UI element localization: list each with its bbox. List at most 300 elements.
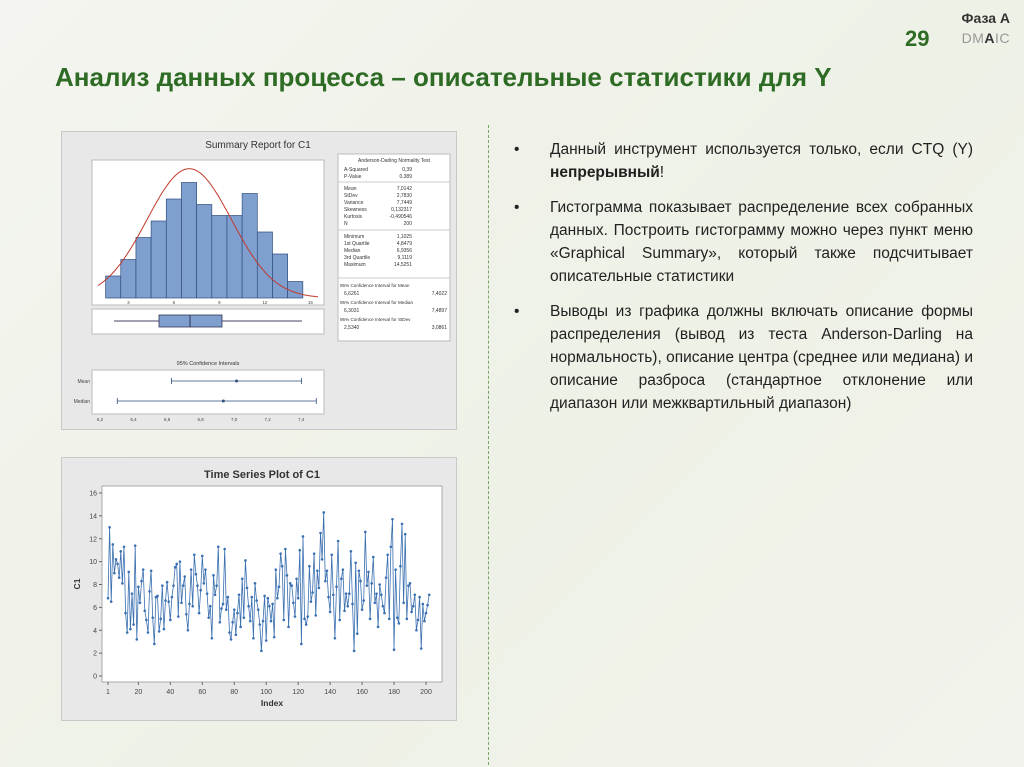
ts-point xyxy=(134,544,137,547)
column-divider xyxy=(488,125,489,765)
ts-point xyxy=(265,639,268,642)
ts-y-tick-label: 6 xyxy=(93,604,97,612)
ts-point xyxy=(129,628,132,631)
ts-point xyxy=(385,576,388,579)
ts-point xyxy=(326,569,329,572)
ci-label-median: Median xyxy=(73,399,90,405)
ci-center-point xyxy=(222,400,225,403)
ts-point xyxy=(420,647,423,650)
ts-point xyxy=(201,555,204,558)
ts-point xyxy=(358,569,361,572)
stat-value: 9,1119 xyxy=(397,255,412,261)
ts-point xyxy=(211,637,214,640)
bullet-marker: • xyxy=(514,141,520,158)
ts-point xyxy=(115,558,118,561)
ts-point xyxy=(388,618,391,621)
ts-point xyxy=(367,571,370,574)
time-series-svg xyxy=(62,458,456,720)
stats-title: Anderson-Darling Normality Test xyxy=(358,158,430,164)
ts-point xyxy=(241,577,244,580)
phase-code-highlight: A xyxy=(984,30,995,46)
ts-point xyxy=(318,587,321,590)
ci-tick-label: 7,0 xyxy=(231,417,238,422)
ts-point xyxy=(233,608,236,611)
stat-label: A-Squared xyxy=(344,167,368,173)
ts-point xyxy=(131,592,134,595)
ts-x-tick-label: 180 xyxy=(388,689,400,696)
ts-point xyxy=(238,593,241,596)
ts-point xyxy=(417,619,420,622)
ts-point xyxy=(338,619,341,622)
ts-point xyxy=(305,623,308,626)
ts-point xyxy=(175,563,178,566)
ts-point xyxy=(180,602,183,605)
ts-point xyxy=(185,613,188,616)
ts-point xyxy=(143,610,146,613)
ts-point xyxy=(166,581,169,584)
ts-point xyxy=(247,605,250,608)
ts-point xyxy=(135,638,138,641)
ts-plot-area xyxy=(102,486,442,682)
ts-x-tick-label: 200 xyxy=(420,689,432,696)
histogram-tick-label: 6 xyxy=(172,300,176,305)
stat-label: Minimum xyxy=(344,234,365,240)
ts-point xyxy=(124,612,127,615)
ci-tick-label: 7,4 xyxy=(298,417,305,422)
ts-x-tick-label: 1 xyxy=(106,689,110,696)
bullet-text-bold: непрерывный xyxy=(550,164,660,181)
stat-value: 14,5251 xyxy=(393,262,412,268)
ts-point xyxy=(377,626,380,629)
ts-y-tick-label: 2 xyxy=(93,650,97,658)
phase-code xyxy=(962,28,1010,48)
ts-point xyxy=(308,565,311,568)
ts-point xyxy=(227,596,230,599)
ts-point xyxy=(142,568,145,571)
ts-point xyxy=(199,589,202,592)
ts-point xyxy=(278,585,281,588)
ts-y-tick-label: 8 xyxy=(93,582,97,589)
ts-point xyxy=(340,577,343,580)
ts-point xyxy=(356,632,359,635)
ts-point xyxy=(335,585,338,588)
ts-point xyxy=(263,595,266,598)
ts-point xyxy=(225,608,228,611)
ts-y-tick-label: 14 xyxy=(89,513,97,521)
ts-point xyxy=(282,619,285,622)
ts-point xyxy=(148,590,151,593)
ts-point xyxy=(321,558,324,561)
ci-median-low: 6,3031 xyxy=(344,308,360,314)
ts-point xyxy=(294,615,297,618)
ci-stdev-high: 3,0861 xyxy=(431,325,447,331)
ts-point xyxy=(260,650,263,653)
ts-x-tick-label: 160 xyxy=(356,689,368,696)
ts-x-tick-label: 120 xyxy=(292,689,305,696)
ts-point xyxy=(121,582,124,585)
ts-point xyxy=(126,631,129,634)
ts-point xyxy=(252,637,255,640)
ts-point xyxy=(140,580,143,583)
ts-point xyxy=(137,585,140,588)
ci-median-high: 7,4897 xyxy=(431,308,447,314)
time-series-figure xyxy=(61,457,457,721)
histogram-bar xyxy=(197,205,212,299)
ts-point xyxy=(289,582,292,585)
ts-point xyxy=(346,605,349,608)
histogram-tick-label: 9 xyxy=(218,300,221,305)
ts-point xyxy=(212,574,215,577)
stat-value: -0,490546 xyxy=(389,214,412,220)
ts-point xyxy=(116,563,119,566)
ts-point xyxy=(231,621,234,624)
bullet-item xyxy=(508,300,973,415)
ts-point xyxy=(174,566,177,569)
ts-point xyxy=(182,584,185,587)
ts-point xyxy=(188,603,191,606)
ci-center-point xyxy=(235,380,238,383)
stat-value: 1,1025 xyxy=(396,234,412,240)
ts-point xyxy=(350,550,353,553)
histogram-bar xyxy=(227,216,242,299)
ts-point xyxy=(286,574,289,577)
ts-x-tick-label: 140 xyxy=(324,689,336,696)
ts-point xyxy=(298,549,301,552)
phase-badge xyxy=(962,8,1010,48)
ts-point xyxy=(362,599,365,602)
ts-point xyxy=(193,553,196,556)
histogram-tick-label: 3 xyxy=(127,300,130,305)
ts-point xyxy=(119,550,122,553)
ts-point xyxy=(268,605,271,608)
ts-point xyxy=(297,597,300,600)
ts-point xyxy=(292,602,295,605)
ts-point xyxy=(255,599,258,602)
bullet-list xyxy=(508,138,973,427)
ts-y-tick-label: 0 xyxy=(93,673,97,681)
ts-point xyxy=(222,603,225,606)
ts-point xyxy=(259,623,262,626)
ts-point xyxy=(220,607,223,610)
ts-point xyxy=(249,620,252,623)
ts-point xyxy=(108,526,111,529)
ts-point xyxy=(132,623,135,626)
ts-x-tick-label: 60 xyxy=(198,689,207,696)
stat-value: 200 xyxy=(403,221,412,227)
stat-label: 3rd Quartile xyxy=(344,255,371,261)
histogram-bar xyxy=(242,194,257,299)
ts-point xyxy=(295,577,298,580)
ts-point xyxy=(303,618,306,621)
stat-label: N xyxy=(344,221,348,227)
ts-point xyxy=(183,575,186,578)
ts-point xyxy=(369,618,372,621)
ts-y-tick-label: 16 xyxy=(89,490,97,498)
stat-value: 0,389 xyxy=(399,174,412,180)
ts-point xyxy=(337,540,340,543)
ci-tick-label: 6,6 xyxy=(163,417,171,422)
ts-point xyxy=(314,614,317,617)
ts-point xyxy=(375,592,378,595)
histogram-bar xyxy=(121,260,136,299)
ts-point xyxy=(273,636,276,639)
ts-point xyxy=(364,531,367,534)
ts-point xyxy=(215,584,218,587)
ts-point xyxy=(243,616,246,619)
ts-point xyxy=(151,616,154,619)
ts-point xyxy=(179,560,182,563)
ts-point xyxy=(118,576,121,579)
stat-label: StDev xyxy=(344,193,358,199)
ts-point xyxy=(342,568,345,571)
ts-x-tick-label: 20 xyxy=(134,689,143,696)
ci-stdev-label: 95% Confidence Interval for StDev xyxy=(340,317,411,322)
histogram-bar xyxy=(106,276,121,298)
ci-tick-label: 6,2 xyxy=(96,417,104,422)
ts-point xyxy=(327,596,330,599)
ts-point xyxy=(370,582,373,585)
ts-point xyxy=(391,518,394,521)
ts-point xyxy=(348,592,351,595)
phase-code-pre: DM xyxy=(961,30,985,46)
ts-point xyxy=(169,619,172,622)
ts-point xyxy=(139,602,142,605)
ci-mean-label: 95% Confidence Interval for Mean xyxy=(340,283,410,288)
ts-point xyxy=(310,600,313,603)
ts-point xyxy=(316,569,319,572)
stat-label: 1st Quartile xyxy=(344,241,370,247)
ts-point xyxy=(406,618,409,621)
ts-point xyxy=(401,523,404,526)
ts-point xyxy=(382,605,385,608)
stat-value: 0,132317 xyxy=(391,207,412,213)
ts-point xyxy=(251,596,254,599)
stat-label: Variance xyxy=(344,200,364,206)
ts-point xyxy=(399,565,402,568)
bullet-marker: • xyxy=(514,303,520,320)
stat-value: 7,0142 xyxy=(396,186,412,192)
bullet-text: Выводы из графика должны включать описание формы распределения (вывод из теста Anderson-Darling на нормальность), описание центра (среднее или медиана) и описание разброса (стандартное отклонение или диапазон или межквартильный диапазон) xyxy=(550,303,973,412)
ts-point xyxy=(214,593,217,596)
ci-median-label: 95% Confidence Interval for Median xyxy=(340,300,414,305)
ts-point xyxy=(311,591,314,594)
ts-point xyxy=(190,568,193,571)
ts-point xyxy=(156,595,159,598)
summary-title: Summary Report for C1 xyxy=(205,140,311,151)
ts-point xyxy=(147,631,150,634)
ts-point xyxy=(372,556,375,559)
ts-point xyxy=(380,593,383,596)
histogram-bar xyxy=(288,282,303,299)
ts-point xyxy=(319,532,322,535)
ts-point xyxy=(366,584,369,587)
ts-point xyxy=(425,612,428,615)
bullet-text-pre: Данный инструмент используется только, если CTQ (Y) xyxy=(550,141,973,158)
ts-point xyxy=(393,648,396,651)
summary-report-svg xyxy=(62,132,456,429)
ts-point xyxy=(209,605,212,608)
ts-point xyxy=(302,535,305,538)
ts-point xyxy=(203,582,206,585)
ts-point xyxy=(345,592,348,595)
ts-point xyxy=(284,548,287,551)
ts-point xyxy=(281,565,284,568)
ts-point xyxy=(239,626,242,629)
ts-point xyxy=(236,612,239,615)
ts-point xyxy=(300,643,303,646)
ts-point xyxy=(158,630,161,633)
ts-point xyxy=(164,599,167,602)
ts-point xyxy=(402,602,405,605)
ts-point xyxy=(351,603,354,606)
stat-value: 0,39 xyxy=(402,167,412,173)
ts-point xyxy=(330,553,333,556)
ts-xlabel: Index xyxy=(260,698,284,708)
ts-point xyxy=(171,596,174,599)
ts-point xyxy=(271,603,274,606)
ci-panel xyxy=(92,370,324,414)
ts-point xyxy=(123,545,126,548)
stat-label: Median xyxy=(344,248,361,254)
slide-title: Анализ данных процесса – описательные статистики для Y xyxy=(55,62,832,92)
ci-tick-label: 6,8 xyxy=(197,417,204,422)
ts-ylabel: C1 xyxy=(72,578,82,590)
ts-point xyxy=(206,592,209,595)
ts-point xyxy=(386,553,389,556)
ts-point xyxy=(257,608,260,611)
histogram-bar xyxy=(272,254,287,298)
bullet-marker: • xyxy=(514,199,520,216)
ts-point xyxy=(262,620,265,623)
histogram-tick-label: 12 xyxy=(262,300,268,305)
histogram-bar xyxy=(212,216,227,299)
ci-tick-label: 6,4 xyxy=(130,417,137,422)
ts-point xyxy=(111,543,114,546)
ts-point xyxy=(196,584,199,587)
ts-point xyxy=(343,610,346,613)
ts-point xyxy=(390,545,393,548)
summary-report-figure xyxy=(61,131,457,430)
ts-point xyxy=(415,629,418,632)
ts-point xyxy=(383,612,386,615)
stat-label: Maximum xyxy=(344,262,366,268)
stat-label: Skewness xyxy=(344,207,367,213)
stat-label: Kurtosis xyxy=(344,214,363,220)
ts-point xyxy=(313,552,316,555)
ts-point xyxy=(153,643,156,646)
ts-point xyxy=(161,584,164,587)
ts-point xyxy=(145,619,148,622)
ts-point xyxy=(217,545,220,548)
ts-point xyxy=(198,612,201,615)
ci-label-mean: Mean xyxy=(77,379,90,385)
ts-point xyxy=(191,605,194,608)
ts-point xyxy=(167,600,170,603)
stat-value: 2,7830 xyxy=(396,193,412,199)
ts-point xyxy=(414,593,417,596)
ts-point xyxy=(422,603,425,606)
ts-point xyxy=(394,568,397,571)
phase-code-post: IC xyxy=(995,30,1010,46)
ts-point xyxy=(404,533,407,536)
bullet-text: Гистограмма показывает распределение всех собранных данных. Построить гистограмму можно через пункт меню «Graphical Summary», который также подсчитывает описательные статистики xyxy=(550,199,973,285)
histogram-bar xyxy=(136,238,151,299)
stat-value: 7,7449 xyxy=(396,200,412,206)
ci-tick-label: 7,2 xyxy=(264,417,271,422)
ts-point xyxy=(409,582,412,585)
histogram-bar xyxy=(166,199,181,298)
ts-point xyxy=(276,597,279,600)
ci-chart-title: 95% Confidence Intervals xyxy=(176,361,240,367)
stat-label: Mean xyxy=(344,186,357,192)
ts-point xyxy=(163,628,166,631)
phase-title: Фаза А xyxy=(961,10,1010,26)
ts-point xyxy=(396,616,399,619)
ts-point xyxy=(254,582,257,585)
bullet-item xyxy=(508,138,973,184)
ts-point xyxy=(374,602,377,605)
ts-point xyxy=(423,620,426,623)
ts-point xyxy=(353,650,356,653)
ts-point xyxy=(378,583,381,586)
ts-point xyxy=(418,596,421,599)
ts-point xyxy=(274,568,277,571)
ts-point xyxy=(235,634,238,637)
page-number: 29 xyxy=(905,26,930,51)
ts-point xyxy=(110,600,113,603)
ts-point xyxy=(410,611,413,614)
ts-point xyxy=(230,638,233,641)
ci-mean-high: 7,4022 xyxy=(431,291,447,297)
ts-point xyxy=(107,597,110,600)
ts-point xyxy=(267,597,270,600)
ts-y-tick-label: 4 xyxy=(93,627,97,635)
ts-point xyxy=(290,584,293,587)
ts-point xyxy=(428,593,431,596)
histogram-bar xyxy=(181,183,196,299)
bullet-item xyxy=(508,196,973,288)
ts-point xyxy=(426,604,429,607)
ts-y-tick-label: 12 xyxy=(89,536,97,544)
ci-mean-low: 6,6261 xyxy=(344,291,360,297)
ts-point xyxy=(279,552,282,555)
ts-point xyxy=(244,559,247,562)
ts-point xyxy=(150,569,153,572)
ts-title: Time Series Plot of C1 xyxy=(204,469,320,481)
ts-point xyxy=(172,584,175,587)
ts-x-tick-label: 40 xyxy=(166,689,175,696)
ts-point xyxy=(195,573,198,576)
ts-point xyxy=(223,548,226,551)
ts-x-tick-label: 80 xyxy=(230,689,239,696)
ts-point xyxy=(159,618,162,621)
ts-point xyxy=(334,637,337,640)
ts-point xyxy=(177,615,180,618)
histogram-bar xyxy=(151,221,166,298)
ts-point xyxy=(204,568,207,571)
ts-point xyxy=(329,611,332,614)
ts-y-tick-label: 10 xyxy=(89,559,97,567)
ts-point xyxy=(407,584,410,587)
ts-point xyxy=(127,571,130,574)
stat-value: 4,8479 xyxy=(396,241,412,247)
ts-point xyxy=(324,580,327,583)
ts-point xyxy=(246,587,249,590)
ts-point xyxy=(219,621,222,624)
ts-point xyxy=(332,593,335,596)
ts-point xyxy=(359,580,362,583)
ts-point xyxy=(412,605,415,608)
